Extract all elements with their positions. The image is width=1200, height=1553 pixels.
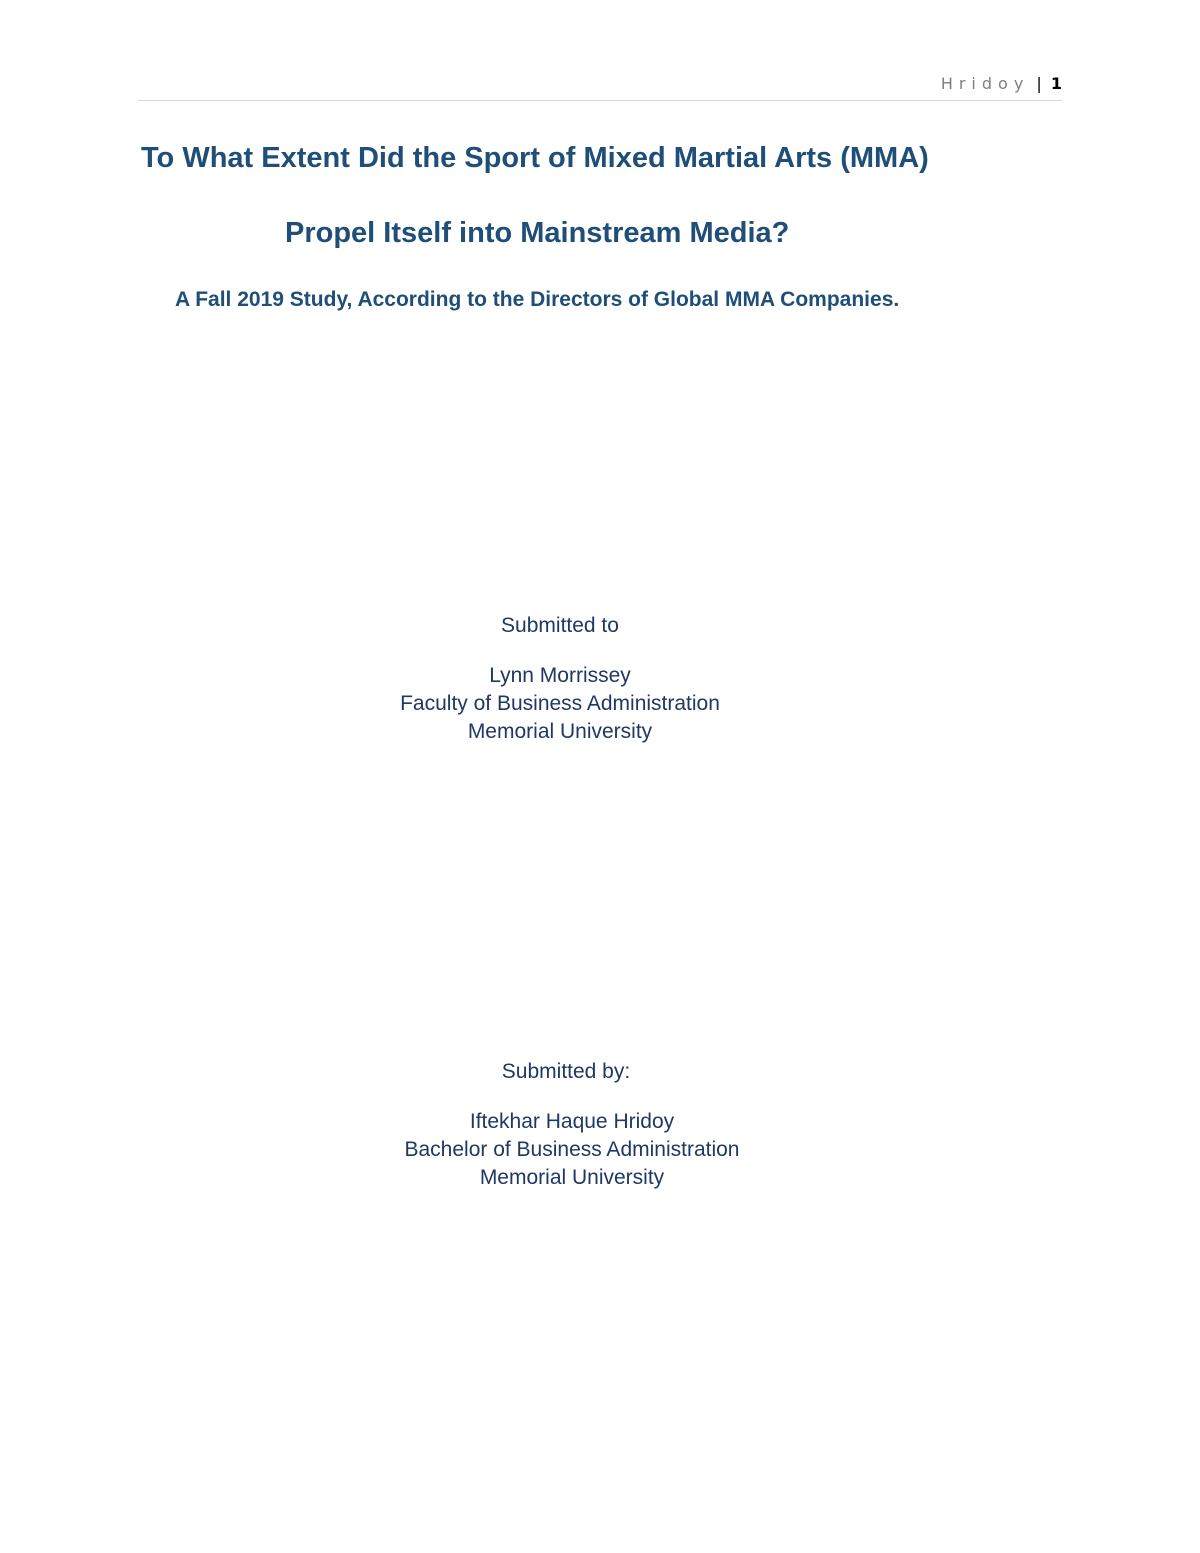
- submitted-by-section: [6, 1058, 1126, 1086]
- header-page-number: 1: [1050, 74, 1062, 93]
- subtitle: A Fall 2019 Study, According to the Directors of Global MMA Companies.: [175, 288, 900, 311]
- submitted-to-label: Submitted to: [501, 614, 619, 637]
- submitted-by-institution: Memorial University: [479, 1166, 665, 1189]
- submitted-by-program: Bachelor of Business Administration: [404, 1138, 740, 1161]
- header-right: [941, 74, 1062, 93]
- submitted-to-details: [0, 662, 1120, 746]
- title-line-2: Propel Itself into Mainstream Media?: [285, 217, 790, 249]
- submitted-to-institution: Memorial University: [467, 720, 653, 743]
- page-header: [138, 74, 1062, 101]
- submitted-by-details: [22, 1108, 1122, 1192]
- submitted-to-department: Faculty of Business Administration: [400, 692, 720, 715]
- title-line-1: To What Extent Did the Sport of Mixed Martial Arts (MMA): [141, 142, 929, 174]
- submitted-by-label: Submitted by:: [501, 1060, 631, 1083]
- header-separator: |: [1036, 74, 1042, 93]
- header-author: Hridoy: [940, 74, 1030, 93]
- submitted-to-section: [0, 612, 1120, 640]
- submitted-to-name: Lynn Morrissey: [489, 664, 631, 687]
- submitted-by-name: Iftekhar Haque Hridoy: [469, 1110, 675, 1133]
